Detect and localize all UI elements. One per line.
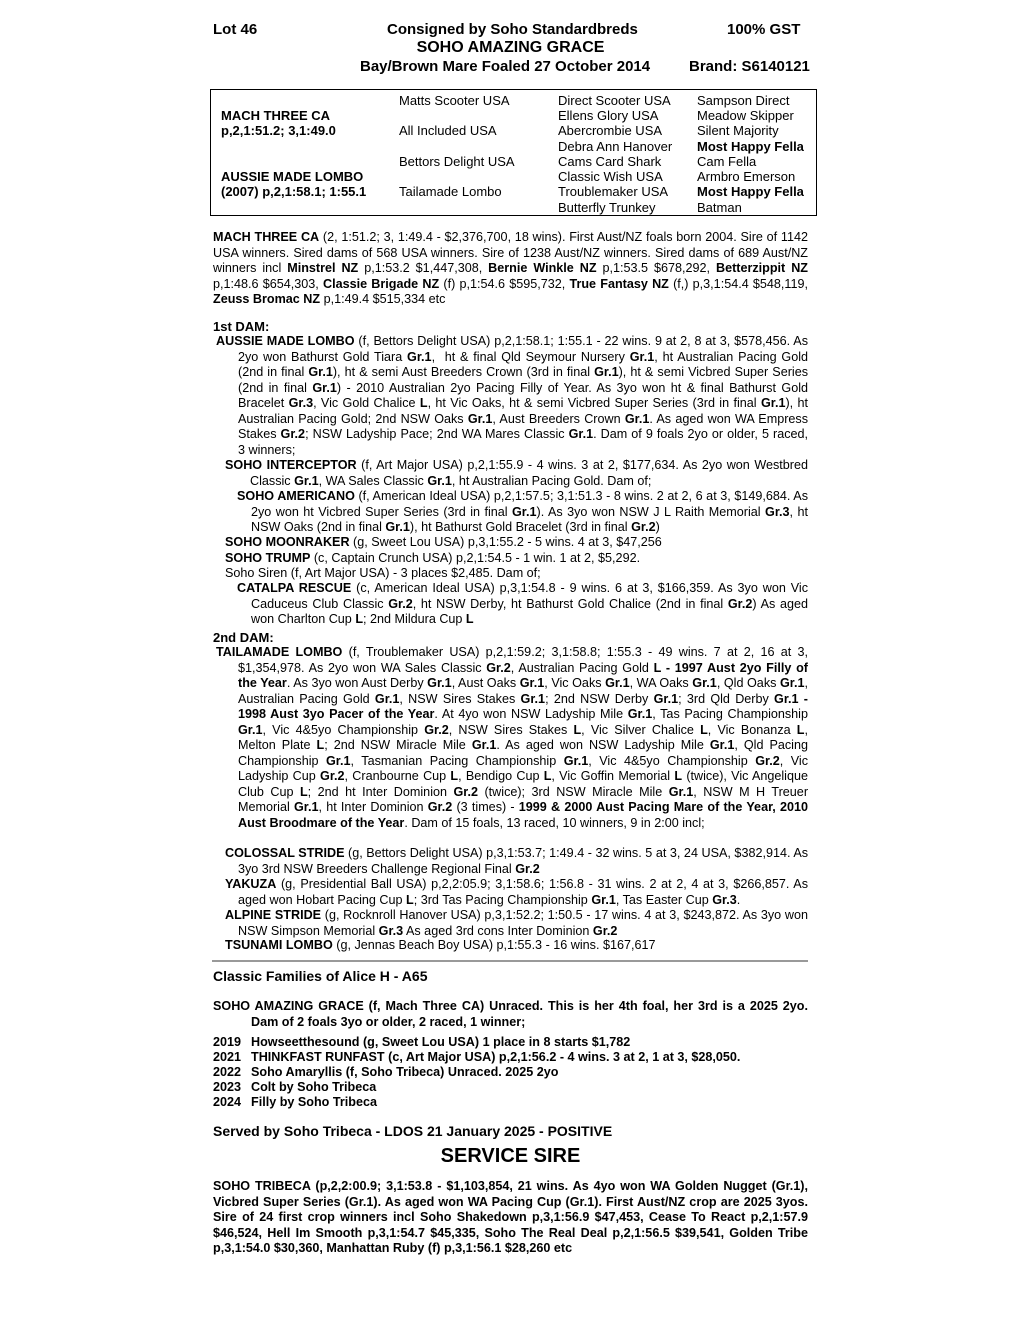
progeny-tsunami-lombo: TSUNAMI LOMBO (g, Jennas Beach Boy USA) p,1:55.3 - 16 wins. $167,617 [225,938,656,952]
pedigree-g3: Direct Scooter USA [558,93,671,108]
brand: Brand: S6140121 [689,58,810,75]
pedigree-dam-record: (2007) p,2,1:58.1; 1:55.1 [221,184,367,199]
pedigree-g3: Troublemaker USA [558,184,669,199]
second-dam-entry: TAILAMADE LOMBO (f, Troublemaker USA) p,2,1:59.2; 3,1:58.8; 1:55.3 - 49 wins. 7 at 2, 16 at 3, $1,354,978. As 2yo won WA Sales Classic Gr.2, Australian Pacing Gold L - 1997 Aust 2yo Filly of the Year. As 3yo won Aust Derby Gr.1, Aust Oaks Gr.1, Vic Oaks Gr.1, WA Oaks Gr.1, Qld Oaks Gr.1, Australian Pacing Gold Gr.1, NSW Sires Stakes Gr.1; 2nd NSW Derby Gr.1; 3rd Qld Derby Gr.1 - 1998 Aust 3yo Pacer of the Year. At 4yo won NSW Ladyship Mile Gr.1, Tas Pacing Championship Gr.1, Vic 4&5yo Championship Gr.2, NSW Sires Stakes L, Vic Silver Chalice L, Vic Bonanza L, Melton Plate L; 2nd NSW Miracle Mile Gr.1. As aged won NSW Ladyship Mile Gr.1, Qld Pacing Championship Gr.1, Tasmanian Pacing Championship Gr.1, Vic 4&5yo Championship Gr.2, Vic Ladyship Cup Gr.2, Cranbourne Cup L, Bendigo Cup L, Vic Goffin Memorial L (twice), Vic Angelique Club Cup L; 2nd ht Inter Dominion Gr.2 (twice); 3rd NSW Miracle Mile Gr.1, NSW M H Treuer Memorial Gr.1, ht Inter Dominion Gr.2 (3 times) - 1999 & 2000 Aust Pacing Mare of the Year, 2010 Aust Broodmare of the Year. Dam of 15 foals, 13 raced, 10 winners, 9 in 2:00 incl; [216,645,809,830]
pedigree-g3: Butterfly Trunkey [558,200,656,215]
pedigree-g2: Bettors Delight USA [399,154,515,169]
pedigree-g2: Matts Scooter USA [399,93,510,108]
pedigree-g4: Most Happy Fella [697,139,804,154]
service-sire-title: SERVICE SIRE [440,1145,581,1167]
first-dam-label: 1st DAM: [213,319,270,334]
produce-row: 2022 Soho Amaryllis (f, Soho Tribeca) Unraced. 2025 2yo [213,1065,559,1079]
sire-notes: MACH THREE CA (2, 1:51.2; 3, 1:49.4 - $2,376,700, 18 wins). First Aust/NZ foals born 2004. Sire of 1142 USA winners. Sired dams of 568 USA winners. Sire of 1238 Aust/NZ winners. Sired dams of 689 Aust/NZ winners incl Minstrel NZ p,1:53.2 $1,447,308, Bernie Winkle NZ p,1:53.5 $678,292, Betterzippit NZ p,1:48.6 $654,303, Classie Brigade NZ (f) p,1:54.6 $595,732, True Fantasy NZ (f,) p,3,1:54.4 $548,119, Zeuss Bromac NZ p,1:49.4 $515,334 etc [213,230,808,306]
pedigree-g3: Abercrombie USA [558,123,663,138]
progeny-soho-trump: SOHO TRUMP (c, Captain Crunch USA) p,2,1:54.5 - 1 win. 1 at 2, $5,292. [225,551,641,565]
divider [212,960,808,962]
pedigree-g2: Tailamade Lombo [399,184,502,199]
first-dam-entry: AUSSIE MADE LOMBO (f, Bettors Delight USA) p,2,1:58.1; 1:55.1 - 22 wins. 9 at 2, 8 at 3, $578,456. As 2yo won Bathurst Gold Tiara Gr.1, ht & final Qld Seymour Nursery Gr.1, ht Australian Pacing Gold (2nd in final Gr.1), ht & semi Aust Breeders Crown (3rd in final Gr.1), ht & semi Vicbred Super Series (2nd in final Gr.1) - 2010 Australian 2yo Pacing Filly of Year. As 3yo won ht & final Bathurst Gold Bracelet Gr.3, Vic Gold Chalice L, ht Vic Oaks, ht & semi Vicbred Super Series (3rd in final Gr.1), ht Australian Pacing Gold; 2nd NSW Oaks Gr.1, Aust Breeders Crown Gr.1. As aged won WA Empress Stakes Gr.2; NSW Ladyship Pace; 2nd WA Mares Classic Gr.1. Dam of 9 foals 2yo or older, 5 raced, 3 winners; [216,334,809,457]
progeny-catalpa-rescue: CATALPA RESCUE (c, American Ideal USA) p,3,1:54.8 - 9 wins. 6 at 3, $166,359. As 3yo won Vic Caduceus Club Classic Gr.2, ht NSW Derby, ht Bathurst Gold Chalice (2nd in final Gr.2) As aged won Charlton Cup L; 2nd Mildura Cup L [237,581,808,626]
pedigree-g4: Silent Majority [697,123,779,138]
service-sire-text: SOHO TRIBECA (p,2,2:00.9; 3,1:53.8 - $1,103,854, 21 wins. As 4yo won WA Golden Nugget (Gr.1), Vicbred Super Series (Gr.1). As aged won WA Pacing Cup (Gr.1). First Aust/NZ crop are 2025 3yos. Sire of 24 first crop winners incl Soho Shakedown p,3,1:56.9 $47,453, Cease To React p,2,1:57.9 $46,524, Hell Im Smooth p,3,1:54.7 $45,335, Soho The Real Deal p,2,1:56.5 $39,541, Golden Tribe p,3,1:54.0 $30,360, Manhattan Ruby (f) p,3,1:56.1 $28,260 etc [213,1179,808,1255]
progeny-yakuza: YAKUZA (g, Presidential Ball USA) p,2,2:05.9; 3,1:58.6; 1:56.8 - 31 wins. 2 at 2, 4 at 3, $266,857. As aged won Hobart Pacing Cup L; 3rd Tas Pacing Championship Gr.1, Tas Easter Cup Gr.3. [225,877,808,907]
pedigree-sire: MACH THREE CA [221,108,331,123]
pedigree-sire-record: p,2,1:51.2; 3,1:49.0 [221,123,336,138]
lot-number: Lot 46 [213,21,258,38]
pedigree-g3: Classic Wish USA [558,169,663,184]
pedigree-g3: Debra Ann Hanover [558,139,673,154]
progeny-soho-americano: SOHO AMERICANO (f, American Ideal USA) p,2,1:57.5; 3,1:51.3 - 8 wins. 2 at 2, 6 at 3, $149,684. As 2yo won ht Vicbred Super Series (3rd in final Gr.1). As 3yo won NSW J L Raith Memorial Gr.3, ht NSW Oaks (2nd in final Gr.1), ht Bathurst Gold Bracelet (3rd in final Gr.2) [237,489,808,534]
progeny-soho-moonraker: SOHO MOONRAKER (g, Sweet Lou USA) p,3,1:55.2 - 5 wins. 4 at 3, $47,256 [225,535,662,549]
produce-row: 2019 Howseetthesound (g, Sweet Lou USA) 1 place in 8 starts $1,782 [213,1035,631,1049]
pedigree-dam: AUSSIE MADE LOMBO [221,169,364,184]
second-dam-label: 2nd DAM: [213,630,274,645]
pedigree-g4: Most Happy Fella [697,184,804,199]
progeny-alpine-stride: ALPINE STRIDE (g, Rocknroll Hanover USA) p,3,1:52.2; 1:50.5 - 17 wins. 4 at 3, $243,872. As 3yo won NSW Simpson Memorial Gr.3 As aged 3rd cons Inter Dominion Gr.2 [225,908,808,938]
pedigree-g4: Cam Fella [697,154,757,169]
produce-row: 2021 THINKFAST RUNFAST (c, Art Major USA) p,2,1:56.2 - 4 wins. 3 at 2, 1 at 3, $28,050. [213,1050,741,1064]
pedigree-g4: Sampson Direct [697,93,790,108]
served-status: Served by Soho Tribeca - LDOS 21 January 2025 - POSITIVE [213,1123,613,1139]
pedigree-g4: Batman [697,200,742,215]
lot-summary: SOHO AMAZING GRACE (f, Mach Three CA) Unraced. This is her 4th foal, her 3rd is a 2025 2yo. Dam of 2 foals 3yo or older, 2 raced, 1 winner; [213,999,808,1029]
progeny-soho-interceptor: SOHO INTERCEPTOR (f, Art Major USA) p,2,1:55.9 - 4 wins. 3 at 2, $177,634. As 2yo won Westbred Classic Gr.1, WA Sales Classic Gr.1, ht Australian Pacing Gold. Dam of; [225,458,808,488]
family-title: Classic Families of Alice H - A65 [213,968,428,984]
produce-row: 2024 Filly by Soho Tribeca [213,1095,377,1109]
pedigree-g2: All Included USA [399,123,497,138]
horse-description: Bay/Brown Mare Foaled 27 October 2014 [360,58,651,75]
produce-row: 2023 Colt by Soho Tribeca [213,1080,377,1094]
pedigree-table [210,89,817,216]
pedigree-g4: Meadow Skipper [697,108,794,123]
progeny-soho-siren: Soho Siren (f, Art Major USA) - 3 places $2,485. Dam of; [225,566,541,580]
pedigree-g3: Cams Card Shark [558,154,662,169]
progeny-colossal-stride: COLOSSAL STRIDE (g, Bettors Delight USA) p,3,1:53.7; 1:49.4 - 32 wins. 5 at 3, 24 USA, $382,914. As 3yo 3rd NSW Breeders Challenge Regional Final Gr.2 [225,846,809,876]
pedigree-g4: Armbro Emerson [697,169,796,184]
pedigree-g3: Ellens Glory USA [558,108,659,123]
horse-name: SOHO AMAZING GRACE [416,39,605,56]
gst-label: 100% GST [727,21,801,38]
consignor: Consigned by Soho Standardbreds [387,21,638,38]
